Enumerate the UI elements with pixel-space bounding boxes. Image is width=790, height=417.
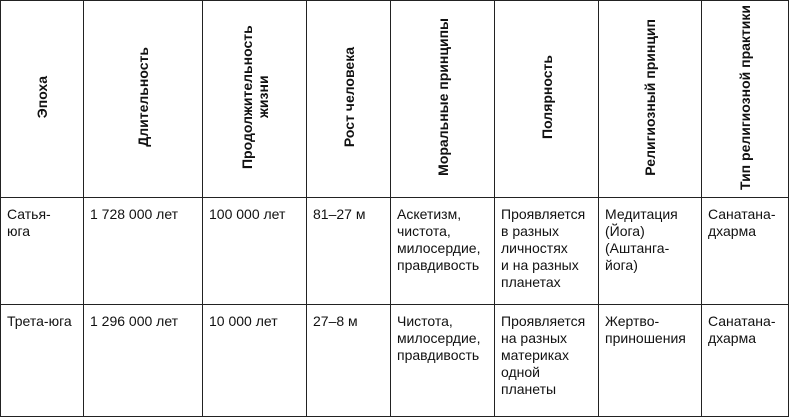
header-polarity-label: Полярность [538, 55, 555, 139]
header-lifespan [203, 1, 307, 198]
cell-duration-text: 1 728 000 лет [90, 206, 179, 222]
cell-lifespan-text: 100 000 лет [209, 206, 286, 222]
table-header [1, 1, 789, 198]
cell-lifespan [203, 305, 307, 417]
cell-lifespan [203, 198, 307, 305]
cell-era [1, 198, 84, 305]
header-height-label: Рост человека [340, 46, 357, 148]
header-era-label: Эпоха [34, 75, 50, 119]
cell-practice-text: Санатана- дхарма [708, 206, 776, 239]
cell-polarity [495, 198, 599, 305]
header-principle-label: Религиозный принцип [642, 18, 658, 176]
cell-morals [391, 305, 495, 417]
table-body [1, 198, 789, 417]
cell-lifespan-text: 10 000 лет [209, 313, 278, 329]
cell-morals-text: Аскетизм, чистота, милосердие, правдивость [397, 206, 481, 273]
cell-polarity-text: Проявляется на разных материках одной планеты [501, 313, 586, 397]
header-practice-label: Тип религиозной практики [737, 4, 753, 190]
cell-duration [84, 198, 203, 305]
table-row [1, 305, 789, 417]
header-practice [702, 1, 789, 198]
cell-morals [391, 198, 495, 305]
table-row [1, 198, 789, 305]
header-morals-label: Моральные принципы [434, 18, 451, 176]
header-principle [599, 1, 702, 198]
header-height [307, 1, 391, 198]
header-duration [84, 1, 203, 198]
cell-principle [599, 198, 702, 305]
cell-polarity-text: Проявляется в разных личностях и на разных планетах [501, 206, 586, 290]
cell-morals-text: Чистота, милосердие, правдивость [397, 313, 481, 363]
cell-duration-text: 1 296 000 лет [90, 313, 179, 329]
header-duration-label: Длительность [135, 47, 151, 147]
cell-height [307, 198, 391, 305]
header-lifespan-label: Продолжительность жизни [238, 25, 271, 169]
header-era [1, 1, 84, 198]
cell-polarity [495, 305, 599, 417]
cell-principle [599, 305, 702, 417]
header-row [1, 1, 789, 198]
cell-era-text: Трета-юга [7, 313, 72, 329]
cell-height-text: 81–27 м [313, 206, 366, 222]
cell-principle-text: Жертво- приношения [605, 313, 686, 346]
cell-height [307, 305, 391, 417]
header-morals [391, 1, 495, 198]
cell-principle-text: Медитация (Йога) (Аштанга- йога) [605, 206, 678, 273]
cell-practice [702, 198, 789, 305]
cell-practice-text: Санатана- дхарма [708, 313, 776, 346]
header-polarity [495, 1, 599, 198]
cell-era-text: Сатья- юга [7, 206, 51, 239]
cell-era [1, 305, 84, 417]
cell-duration [84, 305, 203, 417]
cell-height-text: 27–8 м [313, 313, 358, 329]
cell-practice [702, 305, 789, 417]
